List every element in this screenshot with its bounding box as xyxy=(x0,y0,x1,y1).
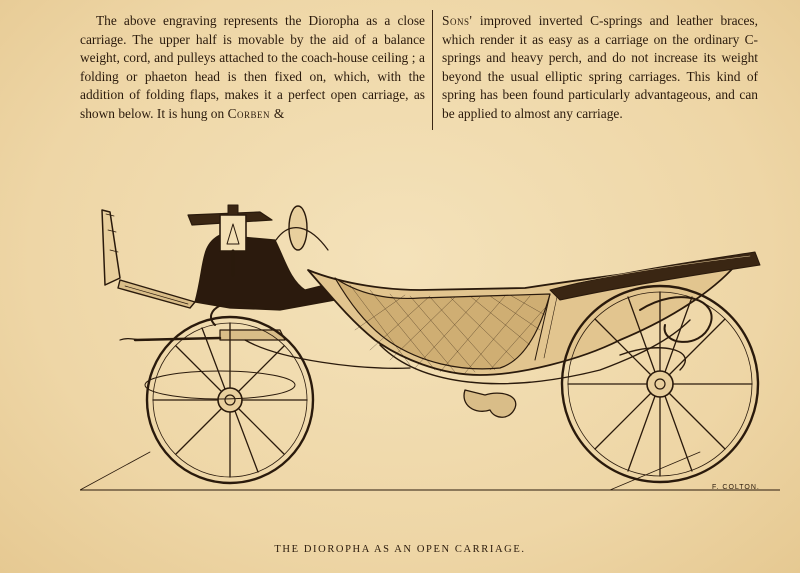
maker-name: Corben & xyxy=(227,105,285,121)
rear-wheel xyxy=(562,286,758,482)
column-divider xyxy=(432,10,433,130)
paragraph-text: The above engraving represents the Dioropha as a close carriage. The upper half is movable by the aid of a balance weight, cord, and pulleys attached to the coach-house ceiling ; a folding or phaeton head is then fixed on, which, with the addition of folding flaps, makes it a perfect open carriage, as shown below. It is hung on xyxy=(80,13,425,121)
text-column-left xyxy=(80,12,425,124)
paragraph-springs-description xyxy=(442,12,758,124)
maker-name-continued: Sons' xyxy=(442,13,473,28)
engraver-signature: F. COLTON. xyxy=(712,484,760,491)
front-wheel xyxy=(145,317,313,483)
figure-caption: THE DIOROPHA AS AN OPEN CARRIAGE. xyxy=(274,544,526,555)
text-column-right xyxy=(442,12,758,124)
carriage-engraving xyxy=(80,190,780,500)
paragraph-dioropha-description xyxy=(80,12,425,124)
paragraph-text-continued: improved inverted C-springs and leather braces, which render it as easy as a carriage on the ordinary C-springs and heavy perch, and do not increase its weight beyond the usual elliptic spring carriages. This kind of spring has been found particularly advantageous, and can be applied to almost any carriage. xyxy=(442,13,758,121)
